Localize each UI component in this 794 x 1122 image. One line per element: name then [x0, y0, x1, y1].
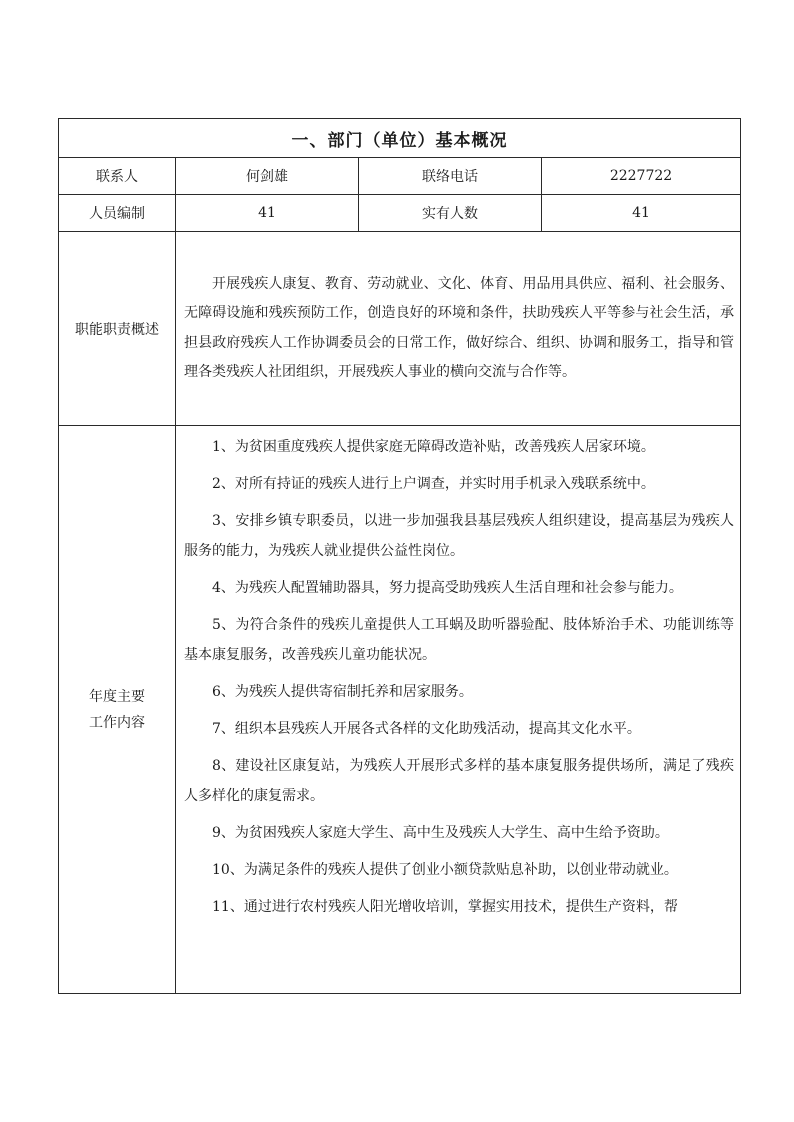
work-item-2: 2、对所有持证的残疾人进行上户调查，并实时用手机录入残联系统中。: [212, 476, 655, 492]
section-title: 一、部门（单位）基本概况: [59, 119, 741, 158]
work-item-5: 5、为符合条件的残疾儿童提供人工耳蜗及助听器验配、肢体矫治手术、功能训练等基本康复服务，改善残疾儿童功能状况。: [184, 617, 734, 663]
annual-work-label-line2: 工作内容: [89, 714, 145, 731]
duties-label: 职能职责概述: [59, 232, 176, 426]
phone-label: 联络电话: [359, 158, 542, 195]
staff-quota-label: 人员编制: [59, 195, 176, 232]
work-item-1: 1、为贫困重度残疾人提供家庭无障碍改造补贴，改善残疾人居家环境。: [212, 439, 655, 455]
contact-label: 联系人: [59, 158, 176, 195]
work-item-10: 10、为满足条件的残疾人提供了创业小额贷款贴息补助，以创业带动就业。: [212, 862, 678, 878]
work-item-9: 9、为贫困残疾人家庭大学生、高中生及残疾人大学生、高中生给予资助。: [212, 825, 669, 841]
work-item-8: 8、建设社区康复站，为残疾人开展形式多样的基本康复服务提供场所，满足了残疾人多样化的康复需求。: [184, 758, 734, 804]
work-item-7: 7、组织本县残疾人开展各式各样的文化助残活动，提高其文化水平。: [212, 721, 641, 737]
contact-name: 何剑雄: [176, 158, 359, 195]
annual-work-cell: [176, 426, 741, 994]
annual-work-label-line1: 年度主要: [89, 688, 145, 705]
work-item-6: 6、为残疾人提供寄宿制托养和居家服务。: [212, 684, 473, 700]
duties-text: 开展残疾人康复、教育、劳动就业、文化、体育、用品用具供应、福利、社会服务、无障碍设施和残疾预防工作，创造良好的环境和条件，扶助残疾人平等参与社会生活，承担县政府残疾人工作协调委员会的日常工作，做好综合、组织、协调和服务工，指导和管理各类残疾人社团组织，开展残疾人事业的横向交流与合作等。: [184, 275, 734, 380]
staff-actual-label: 实有人数: [359, 195, 542, 232]
work-item-3: 3、安排乡镇专职委员，以进一步加强我县基层残疾人组织建设，提高基层为残疾人服务的能力，为残疾人就业提供公益性岗位。: [184, 513, 734, 559]
staff-quota-value: 41: [176, 195, 359, 232]
work-item-11: 11、通过进行农村残疾人阳光增收培训，掌握实用技术，提供生产资料，帮: [212, 899, 678, 915]
duties-cell: [176, 232, 741, 426]
basic-info-table: [58, 118, 741, 994]
staff-actual-value: 41: [542, 195, 741, 232]
annual-work-label: [59, 426, 176, 994]
work-item-4: 4、为残疾人配置辅助器具，努力提高受助残疾人生活自理和社会参与能力。: [212, 580, 683, 596]
phone-value: 2227722: [542, 158, 741, 195]
